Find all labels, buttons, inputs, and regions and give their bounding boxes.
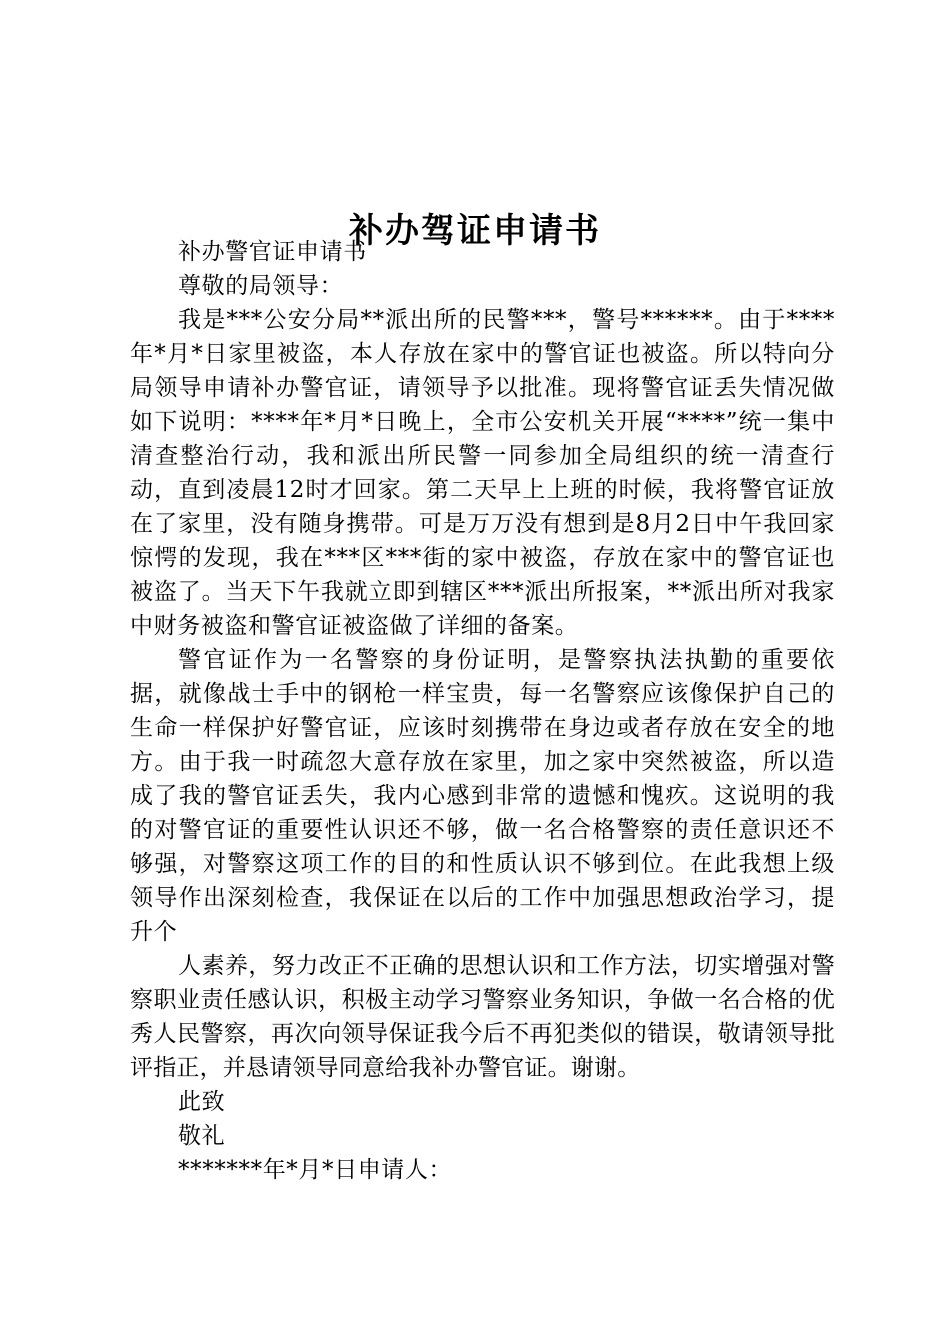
closing-jingli: 敬礼	[178, 1123, 226, 1149]
paragraph-reflection: 警官证作为一名警察的身份证明，是警察执法执勤的重要依据，就像战士手中的钢枪一样宝贵，每一名警察应该像保护自己的生命一样保护好警官证，应该时刻携带在身边或者存放在安全的地方。由于我一时疏忽大意存放在家里，加之家中突然被盗，所以造成了我的警官证丢失，我内心感到非常的遗憾和愧疚。这说明的我的对警官证的重要性认识还不够，做一名合格警察的责任意识还不够强，对警察这项工作的目的和性质认识不够到位。在此我想上级领导作出深刻检查，我保证在以后的工作中加强思想政治学习，提升个	[130, 647, 835, 945]
salutation: 尊敬的局领导：	[178, 273, 344, 299]
document-body	[130, 235, 835, 1187]
subtitle-line: 补办警官证申请书	[178, 239, 367, 265]
document-title: 补办驾证申请书	[349, 210, 601, 251]
paragraph-incident: 我是***公安分局**派出所的民警***，警号******。由于****年*月*日家里被盗，本人存放在家中的警官证也被盗。所以特向分局领导申请补办警官证，请领导予以批准。现将警官证丢失情况做如下说明：****年*月*日晚上，全市公安机关开展“****”统一集中清查整治行动，我和派出所民警一同参加全局组织的统一清查行动，直到凌晨12时才回家。第二天早上上班的时候，我将警官证放在了家里，没有随身携带。可是万万没有想到是8月2日中午我回家惊愕的发现，我在***区***街的家中被盗，存放在家中的警官证也被盗了。当天下午我就立即到辖区***派出所报案，**派出所对我家中财务被盗和警官证被盗做了详细的备案。	[130, 307, 835, 639]
closing-cizhi: 此致	[178, 1089, 226, 1115]
paragraph-pledge: 人素养，努力改正不正确的思想认识和工作方法，切实增强对警察职业责任感认识，积极主动学习警察业务知识，争做一名合格的优秀人民警察，再次向领导保证我今后不再犯类似的错误，敬请领导批评指正，并恳请领导同意给我补办警官证。谢谢。	[130, 953, 835, 1081]
date-applicant-line: *******年*月*日申请人：	[178, 1157, 453, 1183]
